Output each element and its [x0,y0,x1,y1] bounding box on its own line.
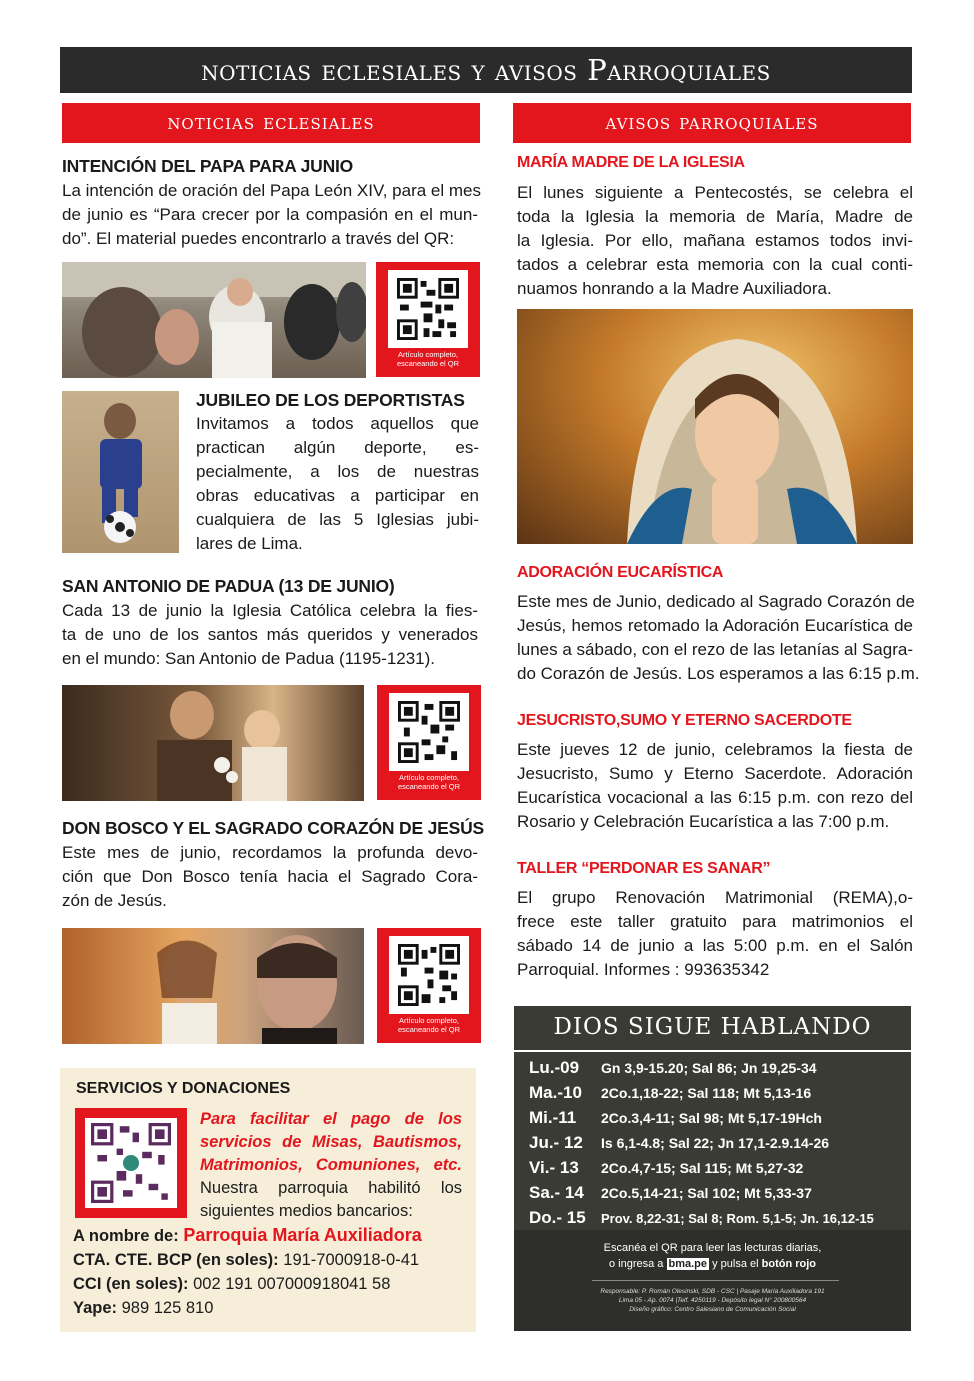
jubileo-title: JUBILEO DE LOS DEPORTISTAS [196,390,465,410]
qr-caption: Artículo completo, escaneando el QR [396,350,460,368]
donations-description: Para facilitar el pago de los servicios de Misas, Bautismos, Matrimonios, Comuniones, etc. Nuestra parroquia habilitó los siguientes medios bancarios: [200,1110,462,1220]
qr-code-icon [389,936,469,1014]
donations-title: SERVICIOS Y DONACIONES [76,1080,291,1097]
divider [514,1050,911,1052]
reading-row: Vi.- 13 2Co.4,7-15; Sal 115; Mt 5,27-32 [529,1158,804,1177]
qr-instruction: Escanéa el QR para leer las lecturas diarias, [603,1242,822,1254]
section-header-avisos: avisos parroquiales [513,103,911,143]
taller-body: El grupo Renovación Matrimonial (REMA),o- frece este taller gratuito para matrimonios el sábado 14 de junio a las 5:00 p.m. en el Salón Parroquial. Informes : 993635342 [517,888,913,979]
credit-line: Diseño gráfico: Centro Salesiano de Comunicación Social [629,1306,796,1313]
donations-qr[interactable] [75,1108,187,1218]
reading-row: Do.- 15 Prov. 8,22-31; Sal 8; Rom. 5,1-5; Jn. 16,12-15 [529,1208,874,1227]
website-link[interactable]: bma.pe [668,1258,708,1270]
readings-title: DIOS SIGUE HABLANDO [553,1014,872,1040]
credit-line: Lima 05 - Ap. 0074 |Telf. 4250119 - Depósito legal N° 200800564 [618,1297,807,1304]
page-banner-title: noticias eclesiales y avisos Parroquiales [60,47,912,93]
pope-photo [62,262,366,378]
bcp-account: CTA. CTE. BCP (en soles): 191-7000918-0-41 [73,1251,420,1269]
don-bosco-photo [62,928,364,1044]
reading-row: Ma.-10 2Co.1,18-22; Sal 118; Mt 5,13-16 [529,1083,812,1102]
bosco-title: DON BOSCO Y EL SAGRADO CORAZÓN DE JESÚS [62,818,484,838]
reading-row: Sa.- 14 2Co.5,14-21; Sal 102; Mt 5,33-37 [529,1183,812,1202]
sacerdote-title: JESUCRISTO,SUMO Y ETERNO SACERDOTE [517,712,852,729]
section-header-noticias: noticias eclesiales [62,103,480,143]
qr-papa[interactable] [376,262,480,377]
qr-caption: Artículo completo, escaneando el QR [397,1016,461,1034]
antonio-title: SAN ANTONIO DE PADUA (13 DE JUNIO) [62,576,395,596]
credit-line: Responsable: P. Román Olesinski, SDB - CSC | Pasaje María Auxiliadora 191 [600,1288,825,1295]
readings-footer [514,1230,911,1331]
taller-title: TALLER “PERDONAR ES SANAR” [517,860,771,877]
readings-box [514,1006,911,1331]
qr-antonio[interactable] [377,685,481,800]
qr-bosco[interactable] [377,928,481,1043]
qr-code-icon [389,693,469,771]
reading-row: Mi.-11 2Co.3,4-11; Sal 98; Mt 5,17-19Hch [529,1108,822,1127]
account-holder: A nombre de: Parroquia María Auxiliadora [73,1225,422,1245]
reading-row: Lu.-09 Gn 3,9-15.20; Sal 86; Jn 19,25-34 [529,1058,817,1077]
soccer-child-photo [62,391,179,553]
website-instruction: o ingresa a bma.pe y pulsa el botón rojo [609,1258,816,1270]
qr-code-icon [388,270,468,348]
papa-body: La intención de oración del Papa León XIV, para el mes de junio es “Para crecer por la compasión en el mun- do”. El material puedes encontrarlo a través del QR: [62,181,481,248]
antonio-body: Cada 13 de junio la Iglesia Católica celebra la fies- ta de uno de los santos más queridos y venerados en el mundo: San Antonio de Padua (1195-1231). [62,601,478,668]
donations-box [60,1068,476,1332]
divider [592,1280,839,1281]
maria-body: El lunes siguiente a Pentecostés, se celebra el toda la Iglesia la memoria de María, Madre de la Iglesia. Por ello, mañana estamos todos invi- tados a celebrar esta memoria con la cual conti- nuamos honrando a la Madre Auxiliadora. [517,183,913,298]
san-antonio-photo [62,685,364,801]
yape-number: Yape: 989 125 810 [73,1299,214,1317]
jubileo-body: Invitamos a todos aquellos que practican algún deporte, es- pecialmente, a los de nuestras obras educativas a participar en cualquiera de las 5 Iglesias jubi- lares de Lima. [196,414,479,553]
cci-account: CCI (en soles): 002 191 007000918041 58 [73,1275,391,1293]
qr-code-icon [85,1118,177,1208]
adoracion-title: ADORACIÓN EUCARÍSTICA [517,564,724,581]
qr-caption: Artículo completo, escaneando el QR [397,773,461,791]
bosco-body: Este mes de junio, recordamos la profunda devo- ción que Don Bosco tenía hacia el Sagrado Cora- zón de Jesús. [62,843,478,910]
sacerdote-body: Este jueves 12 de junio, celebramos la fiesta de Jesucristo, Sumo y Eterno Sacerdote. Adoración Eucarística vocacional a las 6:15 p.m. con rezo del Rosario y Celebración Eucarística a las 7:00 p.m. [517,740,913,831]
papa-title: INTENCIÓN DEL PAPA PARA JUNIO [62,156,354,176]
virgin-mary-image [517,309,913,544]
reading-row: Ju.- 12 Is 6,1-4.8; Sal 22; Jn 17,1-2.9.14-26 [529,1133,830,1152]
adoracion-body: Este mes de Junio, dedicado al Sagrado Corazón de Jesús, hemos retomado la Adoración Eucarística de lunes a sábado, con el rezo de las letanías al Sagra- do Corazón de Jesús. Los esperamos a las 6:15 p.m. [517,592,920,683]
maria-title: MARÍA MADRE DE LA IGLESIA [517,154,745,171]
